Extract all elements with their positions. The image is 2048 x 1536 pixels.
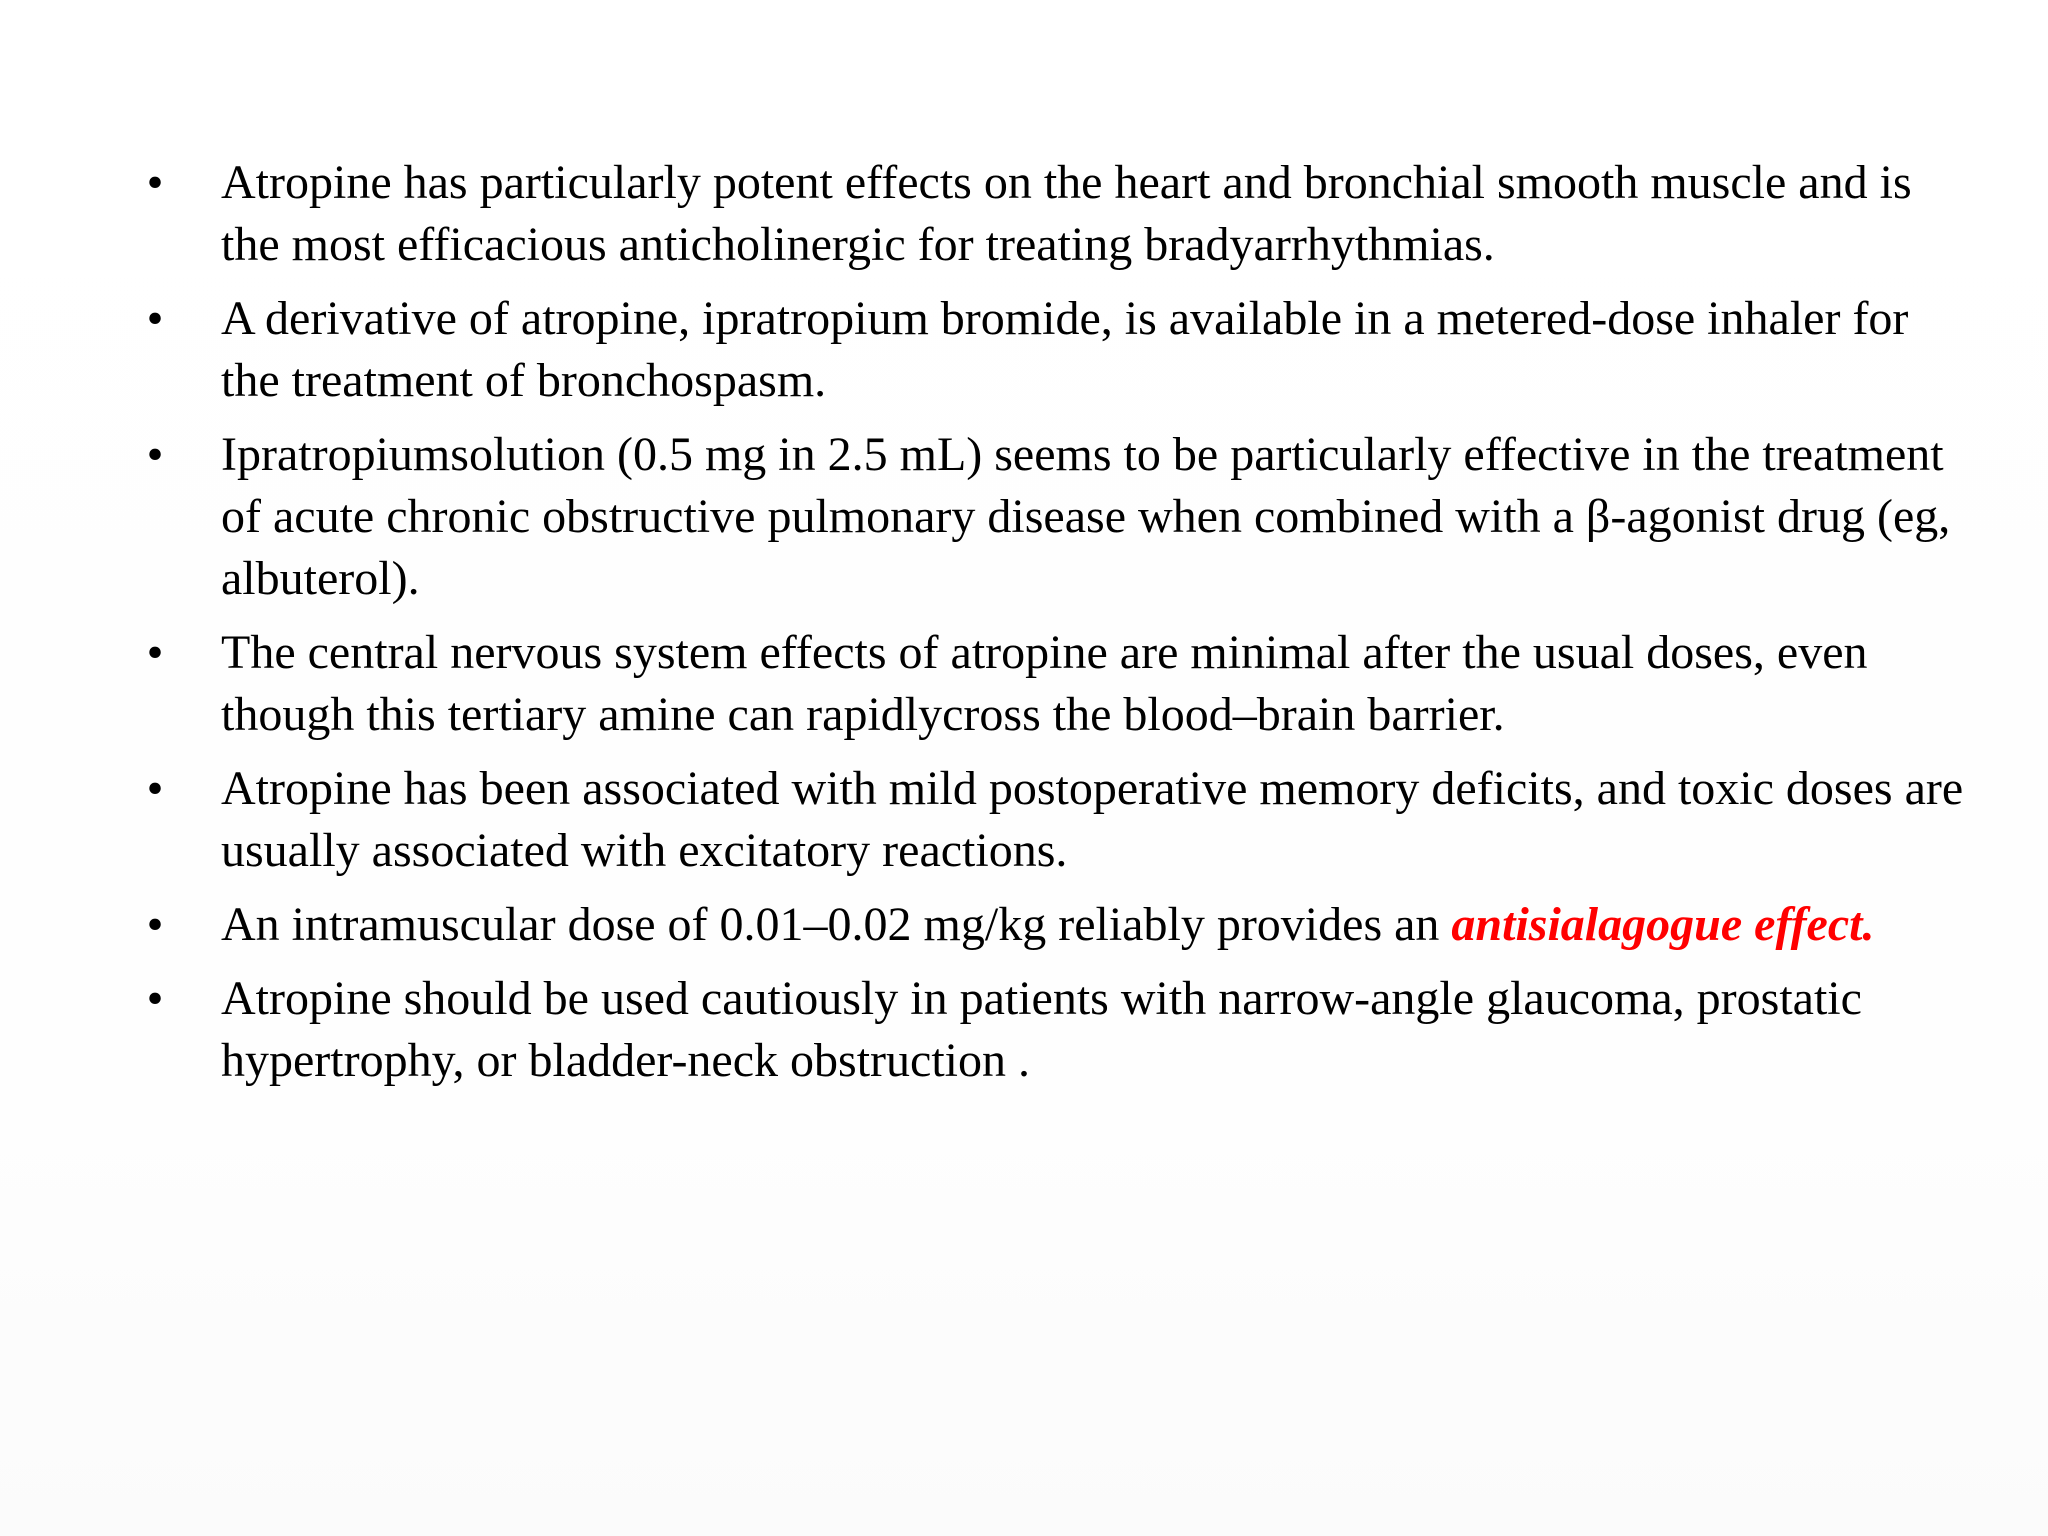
bullet-item-7 [145, 968, 1975, 1092]
bullet-text: Atropine should be used cautiously in patients with narrow-angle glaucoma, prostatic hypertrophy, or bladder-neck obstruction . [221, 972, 1862, 1087]
bullet-marker: • [146, 626, 164, 679]
bullet-text: Atropine has been associated with mild postoperative memory deficits, and toxic doses are usually associated with excitatory reactions. [221, 762, 1964, 877]
bullet-item-5 [145, 758, 1975, 882]
bullet-text: A derivative of atropine, ipratropium bromide, is available in a metered-dose inhaler for the treatment of bronchospasm. [221, 292, 1909, 407]
bullet-text: The central nervous system effects of atropine are minimal after the usual doses, even though this tertiary amine can rapidlycross the blood–brain barrier. [221, 626, 1868, 741]
bullet-item-4 [145, 622, 1975, 746]
bullet-text: Atropine has particularly potent effects on the heart and bronchial smooth muscle and is the most efficacious anticholinergic for treating bradyarrhythmias. [221, 156, 1912, 271]
bullet-marker: • [146, 972, 164, 1025]
bullet-item-6 [145, 894, 1975, 956]
bullet-marker: • [146, 898, 164, 951]
bullet-item-2 [145, 288, 1975, 412]
bullet-list [145, 152, 1975, 1104]
bullet-item-1 [145, 152, 1975, 276]
bullet-marker: • [146, 156, 164, 209]
bullet-marker: • [146, 292, 164, 345]
bullet-text: An intramuscular dose of 0.01–0.02 mg/kg reliably provides an [221, 898, 1452, 951]
bullet-item-3 [145, 424, 1975, 610]
emphasis-text: antisialagogue effect. [1451, 898, 1875, 951]
bullet-text: Ipratropiumsolution (0.5 mg in 2.5 mL) seems to be particularly effective in the treatment of acute chronic obstructive pulmonary disease when combined with a β-agonist drug (eg, albuterol). [221, 428, 1951, 605]
bullet-marker: • [146, 762, 164, 815]
bullet-marker: • [146, 428, 164, 481]
